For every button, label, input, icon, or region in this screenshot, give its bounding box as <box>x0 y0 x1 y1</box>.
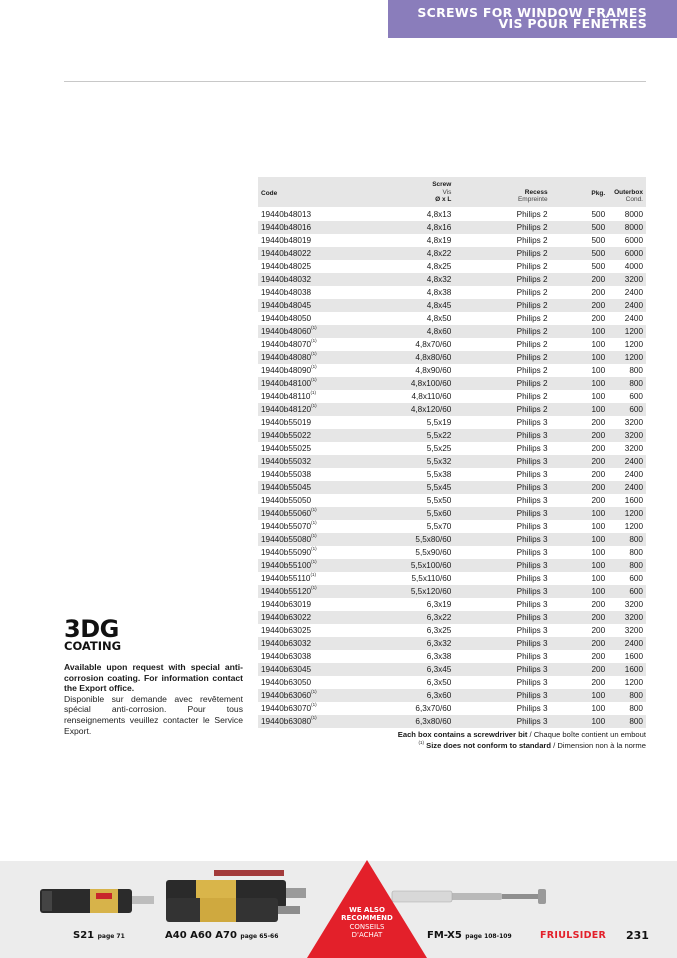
footnote-mark: (1) <box>311 715 317 720</box>
cell-recess: Philips 3 <box>454 533 550 546</box>
cell-pkg: 500 <box>551 247 609 260</box>
cell-pkg: 200 <box>551 481 609 494</box>
table-row <box>258 676 646 689</box>
cell-recess: Philips 3 <box>454 559 550 572</box>
cell-recess: Philips 2 <box>454 351 550 364</box>
table-row <box>258 390 646 403</box>
table-row <box>258 273 646 286</box>
table-header-row <box>258 177 646 208</box>
cell-outerbox: 2400 <box>624 470 643 479</box>
footnote-mark: (1) <box>311 507 317 512</box>
cell-pkg: 100 <box>551 403 609 416</box>
cell-recess: Philips 2 <box>516 392 548 401</box>
cell-outerbox: 2400 <box>624 314 643 323</box>
cell-size: 5,5x19 <box>426 418 452 427</box>
coating-note-fr: Disponible sur demande avec revêtement spécial anti-corrosion. Pour tous renseignements veuillez contacter le Service Export. <box>64 693 243 736</box>
cell-recess: Philips 2 <box>454 247 550 260</box>
cell-recess: Philips 3 <box>454 689 550 702</box>
cell-recess: Philips 3 <box>516 626 548 635</box>
cell-size: 4,8x110/60 <box>411 392 452 401</box>
cell-pkg: 200 <box>591 626 606 635</box>
table-row <box>258 221 646 234</box>
cell-code: 19440b48013 <box>261 210 312 219</box>
cell-outerbox: 3200 <box>608 273 646 286</box>
cell-pkg: 500 <box>591 210 606 219</box>
cell-pkg: 200 <box>551 611 609 624</box>
cell-code: 19440b48032 <box>258 273 390 286</box>
table-row <box>258 663 646 676</box>
cell-pkg: 100 <box>551 351 609 364</box>
cell-code: 19440b55090$^{(1)}$ <box>261 546 317 557</box>
cell-code: 19440b48019 <box>261 236 312 245</box>
table-row <box>258 520 646 533</box>
table-row <box>258 208 646 222</box>
cell-recess: Philips 2 <box>516 340 548 349</box>
cell-size: 4,8x32 <box>390 273 455 286</box>
cell-code: 19440b55022 <box>258 429 390 442</box>
cell-code: 19440b48045 <box>258 299 390 312</box>
cell-outerbox: 6000 <box>624 236 643 245</box>
cell-code: 19440b55110$^{(1)}$ <box>261 572 316 583</box>
cell-recess: Philips 3 <box>454 715 550 728</box>
cell-pkg: 100 <box>591 548 606 557</box>
cell-outerbox: 1200 <box>608 325 646 338</box>
product-table <box>258 177 646 728</box>
table-row <box>258 299 646 312</box>
section-title-en: SCREWS FOR WINDOW FRAMES <box>417 5 647 20</box>
coating-note-en: Available upon request with special anti-corrosion coating. For information contact the Export office. <box>64 662 243 694</box>
cell-code: 19440b48050 <box>261 314 312 323</box>
cell-size: 6,3x80/60 <box>390 715 455 728</box>
cell-outerbox: 1200 <box>624 340 643 349</box>
header-pkg: Pkg. <box>551 177 609 208</box>
footnote-mark: (1) <box>311 351 317 356</box>
cell-size: 5,5x60 <box>390 507 455 520</box>
cell-pkg: 100 <box>551 585 609 598</box>
cell-pkg: 200 <box>591 496 606 505</box>
product-caption-s21: S21 page 71 <box>73 930 125 941</box>
cell-size: 4,8x25 <box>426 262 452 271</box>
table-row <box>258 585 646 598</box>
cell-code: 19440b63025 <box>261 626 312 635</box>
table-row <box>258 715 646 728</box>
coating-logo-word: COATING <box>64 639 122 653</box>
cell-code: 19440b63045 <box>258 663 390 676</box>
cell-recess: Philips 2 <box>516 288 548 297</box>
cell-outerbox: 2400 <box>608 637 646 650</box>
cell-outerbox: 2400 <box>608 299 646 312</box>
cell-pkg: 200 <box>591 314 606 323</box>
cell-size: 5,5x90/60 <box>415 548 452 557</box>
footnote-bit: Each box contains a screwdriver bit / Chaque boîte contient un embout <box>397 730 646 739</box>
cell-size: 4,8x19 <box>426 236 452 245</box>
cell-pkg: 100 <box>551 689 609 702</box>
cell-outerbox: 800 <box>608 559 646 572</box>
divider <box>64 81 646 82</box>
cell-outerbox: 3200 <box>624 444 643 453</box>
cell-recess: Philips 3 <box>516 548 548 557</box>
cell-pkg: 200 <box>591 444 606 453</box>
cell-recess: Philips 3 <box>454 663 550 676</box>
cell-recess: Philips 3 <box>516 470 548 479</box>
cell-pkg: 200 <box>551 273 609 286</box>
cell-size: 4,8x80/60 <box>390 351 455 364</box>
cell-size: 5,5x32 <box>390 455 455 468</box>
table-row <box>258 442 646 455</box>
product-caption-a40: A40 A60 A70 page 65-66 <box>165 930 279 941</box>
cell-recess: Philips 3 <box>454 637 550 650</box>
cell-pkg: 200 <box>591 288 606 297</box>
cell-size: 4,8x70/60 <box>415 340 452 349</box>
cell-pkg: 200 <box>591 652 606 661</box>
cell-recess: Philips 2 <box>454 299 550 312</box>
cell-outerbox: 800 <box>629 366 643 375</box>
cell-size: 5,5x22 <box>390 429 455 442</box>
cell-outerbox: 4000 <box>624 262 643 271</box>
table-row <box>258 572 646 585</box>
cell-outerbox: 600 <box>608 585 646 598</box>
cell-outerbox: 600 <box>629 392 643 401</box>
table-row <box>258 338 646 351</box>
cell-recess: Philips 2 <box>516 366 548 375</box>
cell-code: 19440b55050 <box>261 496 312 505</box>
footnote-mark: (1) <box>311 520 317 525</box>
cell-pkg: 100 <box>591 340 606 349</box>
cell-recess: Philips 3 <box>516 600 548 609</box>
footnote-mark: (1) <box>311 585 317 590</box>
cell-outerbox: 1200 <box>608 507 646 520</box>
cell-recess: Philips 3 <box>516 678 548 687</box>
footnote-mark: (1) <box>311 533 317 538</box>
cell-recess: Philips 2 <box>516 236 548 245</box>
cell-size: 5,5x110/60 <box>411 574 452 583</box>
cell-recess: Philips 3 <box>454 429 550 442</box>
cell-code: 19440b48070$^{(1)}$ <box>261 338 317 349</box>
table-row <box>258 689 646 702</box>
cell-pkg: 200 <box>591 600 606 609</box>
cell-size: 6,3x38 <box>426 652 452 661</box>
footnote-mark: (1) <box>311 403 317 408</box>
cell-recess: Philips 3 <box>454 481 550 494</box>
cell-pkg: 100 <box>591 366 606 375</box>
cell-size: 4,8x120/60 <box>390 403 455 416</box>
cell-pkg: 100 <box>551 559 609 572</box>
cell-size: 5,5x45 <box>390 481 455 494</box>
cell-outerbox: 600 <box>629 574 643 583</box>
cell-outerbox: 800 <box>629 704 643 713</box>
cell-size: 4,8x45 <box>390 299 455 312</box>
header-screw: Screw Vis Ø x L <box>390 177 455 208</box>
cell-pkg: 100 <box>591 574 606 583</box>
cell-outerbox: 800 <box>608 533 646 546</box>
header-recess: Recess Empreinte <box>454 177 550 208</box>
coating-note <box>64 662 243 736</box>
cell-recess: Philips 3 <box>516 444 548 453</box>
cell-recess: Philips 3 <box>516 496 548 505</box>
cell-size: 6,3x50 <box>426 678 452 687</box>
cell-size: 4,8x13 <box>426 210 452 219</box>
table-footnotes <box>398 729 646 751</box>
table-row <box>258 377 646 390</box>
cell-recess: Philips 2 <box>454 273 550 286</box>
cell-code: 19440b48060$^{(1)}$ <box>258 325 390 338</box>
cell-code: 19440b55060$^{(1)}$ <box>258 507 390 520</box>
cell-recess: Philips 3 <box>516 704 548 713</box>
footnote-standard: $^{(1)}$ Size does not conform to standard / Dimension non à la norme <box>418 740 646 750</box>
cell-pkg: 200 <box>591 418 606 427</box>
cell-outerbox: 1600 <box>608 663 646 676</box>
table-row <box>258 247 646 260</box>
cell-size: 4,8x100/60 <box>390 377 455 390</box>
footnote-mark: (1) <box>311 338 317 343</box>
cell-code: 19440b55032 <box>258 455 390 468</box>
cell-pkg: 100 <box>551 715 609 728</box>
table-row <box>258 234 646 247</box>
cell-code: 19440b63032 <box>258 637 390 650</box>
cell-code: 19440b63050 <box>261 678 312 687</box>
table-row <box>258 611 646 624</box>
cell-code: 19440b63080$^{(1)}$ <box>258 715 390 728</box>
cell-size: 6,3x22 <box>390 611 455 624</box>
cell-code: 19440b48080$^{(1)}$ <box>258 351 390 364</box>
cell-pkg: 200 <box>591 470 606 479</box>
table-row <box>258 598 646 611</box>
cell-pkg: 500 <box>591 262 606 271</box>
cell-pkg: 100 <box>551 507 609 520</box>
cell-pkg: 200 <box>551 663 609 676</box>
cartridges-a40-icon <box>160 868 310 928</box>
header-outerbox: Outerbox Cond. <box>608 177 646 208</box>
table-row <box>258 429 646 442</box>
cell-code: 19440b63070$^{(1)}$ <box>261 702 317 713</box>
table-row <box>258 312 646 325</box>
table-row <box>258 650 646 663</box>
cell-outerbox: 1200 <box>624 678 643 687</box>
cell-size: 4,8x38 <box>426 288 452 297</box>
coating-logo <box>64 615 122 653</box>
cell-outerbox: 3200 <box>624 626 643 635</box>
footnote-mark: (1) <box>311 559 317 564</box>
cell-outerbox: 6000 <box>608 247 646 260</box>
cell-pkg: 200 <box>551 637 609 650</box>
cell-outerbox: 2400 <box>624 288 643 297</box>
cell-recess: Philips 3 <box>454 611 550 624</box>
cell-outerbox: 8000 <box>624 210 643 219</box>
cell-size: 5,5x50 <box>426 496 452 505</box>
table-row <box>258 403 646 416</box>
cell-pkg: 200 <box>591 678 606 687</box>
cell-code: 19440b55080$^{(1)}$ <box>258 533 390 546</box>
cell-size: 5,5x100/60 <box>390 559 455 572</box>
footnote-mark: (1) <box>311 377 317 382</box>
cell-code: 19440b55038 <box>261 470 312 479</box>
cell-recess: Philips 3 <box>516 652 548 661</box>
cell-size: 6,3x70/60 <box>415 704 452 713</box>
cell-recess: Philips 2 <box>454 403 550 416</box>
cell-code: 19440b63060$^{(1)}$ <box>258 689 390 702</box>
table-row <box>258 286 646 299</box>
cell-code: 19440b48016 <box>258 221 390 234</box>
cell-size: 4,8x50 <box>426 314 452 323</box>
cell-outerbox: 1600 <box>624 496 643 505</box>
cell-code: 19440b55100$^{(1)}$ <box>258 559 390 572</box>
cell-recess: Philips 2 <box>516 314 548 323</box>
table-row <box>258 637 646 650</box>
cell-recess: Philips 3 <box>454 455 550 468</box>
cell-pkg: 500 <box>551 221 609 234</box>
cell-size: 4,8x22 <box>390 247 455 260</box>
table-row <box>258 455 646 468</box>
cell-recess: Philips 2 <box>454 325 550 338</box>
cell-outerbox: 2400 <box>608 481 646 494</box>
table-row <box>258 494 646 507</box>
cell-outerbox: 3200 <box>624 418 643 427</box>
table-row <box>258 624 646 637</box>
section-title-fr: VIS POUR FENÊTRES <box>498 16 647 31</box>
cell-size: 4,8x16 <box>390 221 455 234</box>
footnote-mark: (1) <box>311 689 317 694</box>
cell-recess: Philips 2 <box>516 210 548 219</box>
cell-outerbox: 2400 <box>608 455 646 468</box>
cell-size: 6,3x60 <box>390 689 455 702</box>
cell-recess: Philips 2 <box>516 262 548 271</box>
recommend-label: WE ALSO RECOMMEND CONSEILS D'ACHAT <box>341 906 393 940</box>
footnote-mark: (1) <box>310 390 316 395</box>
cell-outerbox: 1200 <box>624 522 643 531</box>
coating-logo-mark: 3DG <box>64 615 119 643</box>
table-row <box>258 702 646 715</box>
footnote-mark: (1) <box>311 546 317 551</box>
page-number: 231 <box>626 929 649 942</box>
cell-outerbox: 600 <box>608 403 646 416</box>
cell-code: 19440b55019 <box>261 418 312 427</box>
cell-recess: Philips 3 <box>516 522 548 531</box>
cell-code: 19440b48090$^{(1)}$ <box>261 364 317 375</box>
cell-outerbox: 3200 <box>624 600 643 609</box>
cell-size: 5,5x38 <box>426 470 452 479</box>
table-row <box>258 507 646 520</box>
cell-pkg: 200 <box>551 429 609 442</box>
cell-recess: Philips 3 <box>516 418 548 427</box>
cell-size: 6,3x19 <box>426 600 452 609</box>
cell-size: 5,5x120/60 <box>390 585 455 598</box>
cell-pkg: 200 <box>551 455 609 468</box>
cell-outerbox: 1200 <box>608 351 646 364</box>
cell-outerbox: 3200 <box>608 611 646 624</box>
cell-outerbox: 800 <box>629 548 643 557</box>
cell-recess: Philips 2 <box>454 377 550 390</box>
cell-code: 19440b63022 <box>258 611 390 624</box>
cell-size: 5,5x70 <box>426 522 452 531</box>
cell-size: 4,8x90/60 <box>415 366 452 375</box>
product-caption-fmx5: FM-X5 page 108-109 <box>427 930 512 941</box>
footnote-mark: (1) <box>311 702 317 707</box>
cell-size: 5,5x25 <box>426 444 452 453</box>
cell-code: 19440b48025 <box>261 262 312 271</box>
cell-recess: Philips 3 <box>454 585 550 598</box>
cell-code: 19440b55045 <box>258 481 390 494</box>
table-row <box>258 468 646 481</box>
cell-outerbox: 1600 <box>624 652 643 661</box>
table-row <box>258 260 646 273</box>
cartridge-s21-icon <box>38 881 156 921</box>
table-row <box>258 546 646 559</box>
footnote-mark: (1) <box>311 364 317 369</box>
section-header <box>388 0 677 38</box>
footnote-mark: (1) <box>311 325 317 330</box>
cell-size: 4,8x60 <box>390 325 455 338</box>
cell-pkg: 500 <box>591 236 606 245</box>
cell-pkg: 100 <box>591 392 606 401</box>
cell-code: 19440b55120$^{(1)}$ <box>258 585 390 598</box>
cell-size: 6,3x45 <box>390 663 455 676</box>
cell-outerbox: 8000 <box>608 221 646 234</box>
table-row <box>258 351 646 364</box>
cell-code: 19440b63019 <box>261 600 312 609</box>
cell-size: 6,3x32 <box>390 637 455 650</box>
cell-pkg: 100 <box>551 533 609 546</box>
table-row <box>258 481 646 494</box>
table-row <box>258 416 646 429</box>
header-code: Code <box>258 177 390 208</box>
cell-outerbox: 800 <box>608 689 646 702</box>
cell-pkg: 100 <box>551 377 609 390</box>
cell-recess: Philips 3 <box>516 574 548 583</box>
cell-code: 19440b55070$^{(1)}$ <box>261 520 317 531</box>
cell-code: 19440b48022 <box>258 247 390 260</box>
table-row <box>258 364 646 377</box>
cell-pkg: 100 <box>551 325 609 338</box>
footnote-mark: (1) <box>310 572 316 577</box>
table-row <box>258 559 646 572</box>
cell-code: 19440b63038 <box>261 652 312 661</box>
cell-pkg: 200 <box>551 299 609 312</box>
cell-code: 19440b48120$^{(1)}$ <box>258 403 390 416</box>
cell-outerbox: 800 <box>608 377 646 390</box>
cell-outerbox: 800 <box>608 715 646 728</box>
cell-outerbox: 3200 <box>608 429 646 442</box>
cell-code: 19440b55025 <box>261 444 312 453</box>
cell-recess: Philips 2 <box>454 221 550 234</box>
cell-code: 19440b48110$^{(1)}$ <box>261 390 316 401</box>
cell-recess: Philips 3 <box>454 507 550 520</box>
brand-logo: FRIULSIDER <box>540 930 607 941</box>
table-row <box>258 533 646 546</box>
cell-code: 19440b48100$^{(1)}$ <box>258 377 390 390</box>
cell-size: 5,5x80/60 <box>390 533 455 546</box>
table-row <box>258 325 646 338</box>
cell-pkg: 100 <box>591 522 606 531</box>
cell-code: 19440b48038 <box>261 288 312 297</box>
cell-size: 6,3x25 <box>426 626 452 635</box>
cell-pkg: 100 <box>591 704 606 713</box>
